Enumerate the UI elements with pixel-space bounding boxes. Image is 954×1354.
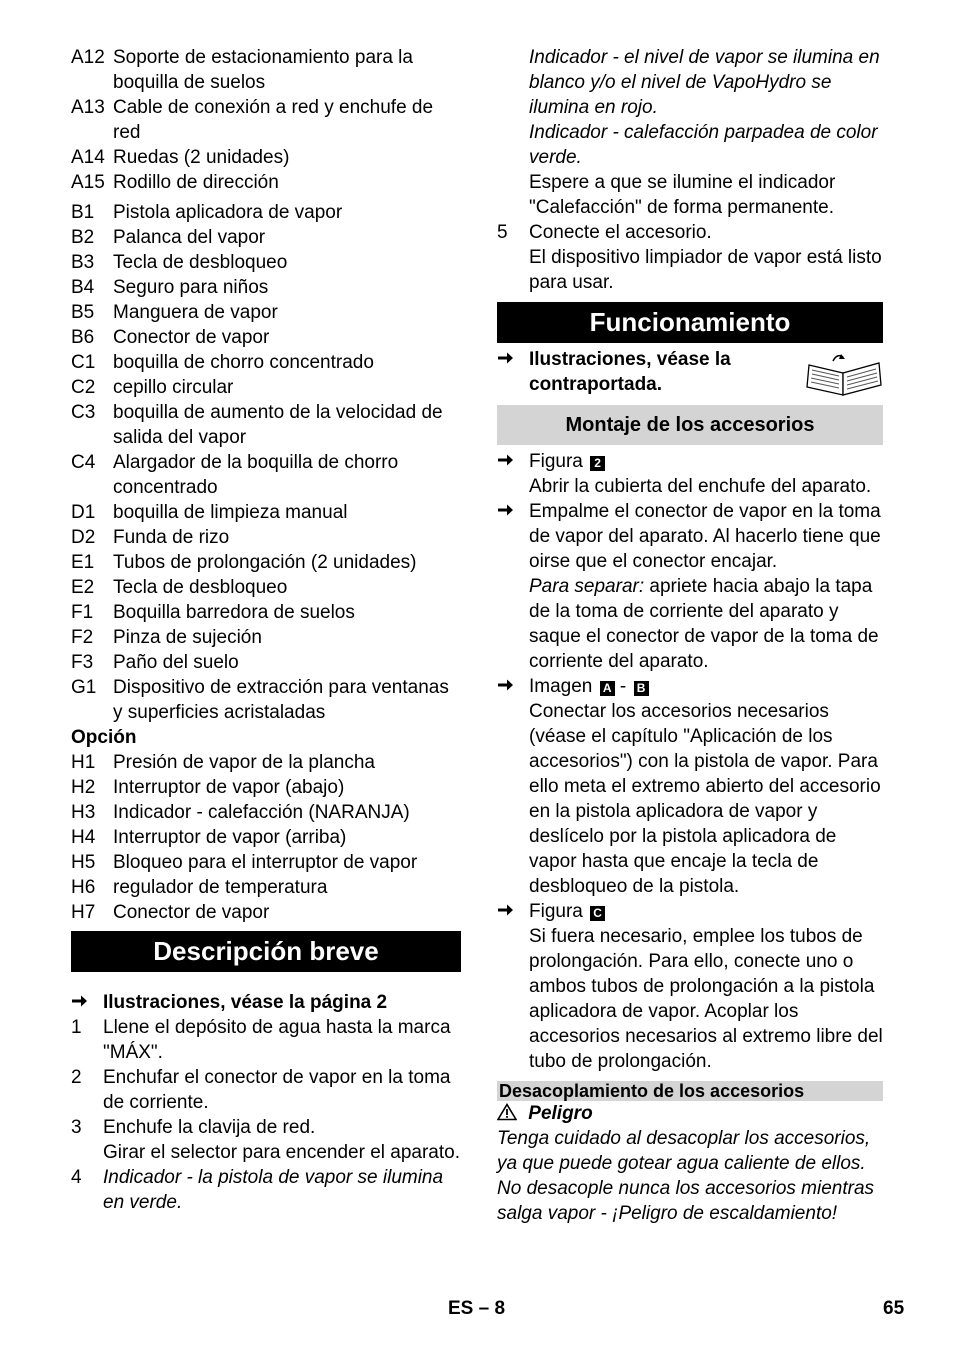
step-number: 2 — [71, 1067, 82, 1088]
item-text: Alargador de la boquilla de chorro concentrado — [113, 452, 399, 498]
separate-text: apriete hacia abajo la tapa de la toma de corriente del aparato y saque el conector de vapor de la toma de corriente del aparato. — [529, 576, 879, 672]
parts-list-item — [71, 775, 461, 800]
subheading-mount: Montaje de los accesorios — [497, 405, 883, 445]
step-text: Girar el selector para encender el aparato. — [103, 1142, 460, 1163]
item-text: Pistola aplicadora de vapor — [113, 202, 343, 223]
right-column — [497, 45, 883, 1226]
parts-list-item — [71, 625, 461, 650]
brief-step-3 — [71, 1115, 461, 1165]
item-code: A12 — [71, 47, 105, 68]
item-text: Tecla de desbloqueo — [113, 577, 288, 598]
item-text: Tecla de desbloqueo — [113, 252, 288, 273]
item-code: C1 — [71, 352, 96, 373]
item-text: Manguera de vapor — [113, 302, 278, 323]
figure-c-text: Si fuera necesario, emplee los tubos de prolongación. Para ello, conecte uno o ambos tubos de prolongación a la pistola aplicadora de vapor. Acoplar los accesorios necesarios al extremo libre del tubo de prolongación. — [529, 926, 883, 1072]
step-text: Llene el depósito de agua hasta la marca "MÁX". — [103, 1017, 451, 1063]
item-text: Indicador - calefacción (NARANJA) — [113, 802, 410, 823]
parts-list-item — [71, 575, 461, 600]
item-code: C3 — [71, 402, 96, 423]
operation-reference — [497, 347, 883, 397]
parts-list-item — [71, 850, 461, 875]
item-text: Cable de conexión a red y enchufe de red — [113, 97, 434, 143]
step-4-indicator-level: Indicador - el nivel de vapor se ilumina en blanco y/o el nivel de VapoHydro se ilumina en rojo. — [529, 47, 880, 118]
item-code: F1 — [71, 602, 94, 623]
image-label: Imagen — [529, 676, 593, 697]
open-book-icon — [803, 351, 883, 403]
step-text: Indicador - la pistola de vapor se ilumina en verde. — [103, 1167, 444, 1213]
parts-list-item — [71, 550, 461, 575]
image-ab-text: Conectar los accesorios necesarios (véase el capítulo "Aplicación de los accesorios") con la pistola de vapor. Para ello meta el extremo abierto del accesorio en la pistola aplicadora de vapor y deslícelo por la pistola aplicadora de vapor hasta que encaje la tecla de desbloqueo de la pistola. — [529, 701, 881, 897]
brief-step-4 — [71, 1165, 461, 1215]
item-code: B3 — [71, 252, 95, 273]
subheading-uncouple: Desacoplamiento de los accesorios — [497, 1081, 883, 1101]
item-text: Paño del suelo — [113, 652, 239, 673]
footer-lang-page: ES – 8 — [448, 1298, 506, 1319]
step-text: Conecte el accesorio. — [529, 222, 712, 243]
danger-text: Tenga cuidado al desacoplar los accesorios, ya que puede gotear agua caliente de ellos. No desacople nunca los accesorios mientras salga vapor - ¡Peligro de escaldamiento! — [497, 1128, 875, 1224]
item-code: H2 — [71, 777, 96, 798]
item-code: D2 — [71, 527, 96, 548]
brief-step-2 — [71, 1065, 461, 1115]
arrow-right-icon — [497, 674, 529, 899]
figure-badge-a: A — [600, 681, 615, 696]
item-code: B5 — [71, 302, 95, 323]
arrow-right-icon — [497, 449, 529, 499]
item-code: H1 — [71, 752, 96, 773]
step-text: Enchufar el conector de vapor en la toma de corriente. — [103, 1067, 451, 1113]
step-4-indicator-heating: Indicador - calefacción parpadea de color verde. — [529, 122, 878, 168]
connect-text: Empalme el conector de vapor en la toma de vapor del aparato. Al hacerlo tiene que oirse que el conector encajar. — [529, 501, 881, 572]
item-code: H6 — [71, 877, 96, 898]
item-text: Funda de rizo — [113, 527, 230, 548]
parts-list-item — [71, 350, 461, 375]
parts-list-item — [71, 250, 461, 275]
parts-list-item — [71, 95, 461, 145]
danger-label: Peligro — [528, 1103, 593, 1124]
item-code: D1 — [71, 502, 96, 523]
parts-list-item — [71, 145, 461, 170]
item-code: H7 — [71, 902, 96, 923]
arrow-right-icon — [71, 990, 103, 1015]
arrow-right-icon — [497, 899, 529, 1074]
item-code: C4 — [71, 452, 96, 473]
item-text: Conector de vapor — [113, 327, 270, 348]
item-text: Conector de vapor — [113, 902, 270, 923]
parts-list-item — [71, 800, 461, 825]
item-text: Presión de vapor de la plancha — [113, 752, 375, 773]
item-code: A14 — [71, 147, 105, 168]
item-text: Interruptor de vapor (arriba) — [113, 827, 347, 848]
item-code: F2 — [71, 627, 94, 648]
option-list — [71, 750, 461, 925]
brief-reference — [71, 990, 461, 1015]
parts-list-item — [71, 170, 461, 195]
item-code: B2 — [71, 227, 95, 248]
parts-list-item — [71, 675, 461, 725]
brief-ref-text: Ilustraciones, véase la página 2 — [103, 992, 388, 1013]
step-number: 4 — [71, 1167, 82, 1188]
page-number: 65 — [883, 1298, 905, 1319]
item-code: E1 — [71, 552, 95, 573]
item-code: B4 — [71, 277, 95, 298]
parts-list-item — [71, 875, 461, 900]
item-text: Seguro para niños — [113, 277, 269, 298]
parts-list-item — [71, 400, 461, 450]
parts-list-item — [71, 600, 461, 625]
item-text: regulador de temperatura — [113, 877, 328, 898]
item-text: Tubos de prolongación (2 unidades) — [113, 552, 417, 573]
brief-step-5 — [497, 220, 883, 295]
step-number: 1 — [71, 1017, 82, 1038]
parts-list-item — [71, 225, 461, 250]
parts-list-item — [71, 650, 461, 675]
section-heading-operation: Funcionamiento — [497, 302, 883, 343]
parts-list — [71, 45, 461, 725]
operation-ref-text: Ilustraciones, véase la contraportada. — [529, 349, 731, 395]
item-code: F3 — [71, 652, 94, 673]
figure-2-step — [497, 449, 883, 499]
parts-list-item — [71, 525, 461, 550]
parts-list-item — [71, 45, 461, 95]
step-text: Enchufe la clavija de red. — [103, 1117, 316, 1138]
item-text: Boquilla barredora de suelos — [113, 602, 355, 623]
parts-list-item — [71, 300, 461, 325]
item-code: A13 — [71, 97, 105, 118]
item-code: E2 — [71, 577, 95, 598]
step-text: El dispositivo limpiador de vapor está listo para usar. — [529, 247, 882, 293]
item-code: B1 — [71, 202, 95, 223]
separate-label: Para separar: — [529, 576, 645, 597]
parts-list-item — [71, 900, 461, 925]
section-heading-brief: Descripción breve — [71, 931, 461, 972]
parts-list-item — [71, 825, 461, 850]
arrow-right-icon — [497, 347, 529, 397]
item-text: boquilla de chorro concentrado — [113, 352, 374, 373]
parts-list-item — [71, 200, 461, 225]
item-code: H3 — [71, 802, 96, 823]
parts-list-item — [71, 750, 461, 775]
item-text: Dispositivo de extracción para ventanas y superficies acristaladas — [113, 677, 449, 723]
parts-list-item — [71, 375, 461, 400]
item-text: cepillo circular — [113, 377, 234, 398]
warning-triangle-icon — [497, 1103, 517, 1124]
item-code: G1 — [71, 677, 97, 698]
parts-list-item — [71, 325, 461, 350]
figure-c-step — [497, 899, 883, 1074]
figure-label: Figura — [529, 451, 583, 472]
step-4-wait: Espere a que se ilumine el indicador "Calefacción" de forma permanente. — [529, 172, 836, 218]
brief-step-1 — [71, 1015, 461, 1065]
danger-heading — [497, 1101, 883, 1126]
item-code: H5 — [71, 852, 96, 873]
arrow-right-icon — [497, 499, 529, 674]
connect-step — [497, 499, 883, 674]
figure-badge-c: C — [590, 906, 605, 921]
item-code: A15 — [71, 172, 105, 193]
item-text: Rodillo de dirección — [113, 172, 279, 193]
parts-list-item — [71, 275, 461, 300]
figure-badge-2: 2 — [590, 456, 605, 471]
left-column — [71, 45, 461, 1215]
step-number: 3 — [71, 1117, 82, 1138]
item-text: Bloqueo para el interruptor de vapor — [113, 852, 418, 873]
parts-list-item — [71, 450, 461, 500]
item-code: H4 — [71, 827, 96, 848]
item-text: Soporte de estacionamiento para la boquilla de suelos — [113, 47, 413, 93]
item-text: Palanca del vapor — [113, 227, 266, 248]
step-number: 5 — [497, 222, 508, 243]
option-label: Opción — [71, 727, 137, 748]
item-text: Ruedas (2 unidades) — [113, 147, 290, 168]
item-text: Pinza de sujeción — [113, 627, 262, 648]
item-text: boquilla de aumento de la velocidad de salida del vapor — [113, 402, 443, 448]
parts-list-item — [71, 500, 461, 525]
item-code: B6 — [71, 327, 95, 348]
item-code: C2 — [71, 377, 96, 398]
figure-2-text: Abrir la cubierta del enchufe del aparato. — [529, 476, 872, 497]
item-text: Interruptor de vapor (abajo) — [113, 777, 345, 798]
item-text: boquilla de limpieza manual — [113, 502, 348, 523]
figure-label: Figura — [529, 901, 583, 922]
image-ab-step: Imagen A - B Conectar los accesorios necesarios (véase el capítulo "Aplicación de los accesorios") con la pistola de vapor. Para ello meta el extremo abierto del accesorio en la pistola aplicadora de vapor y deslícelo por la pistola aplicadora de vapor hasta que encaje la tecla de desbloqueo de la pistola. — [497, 674, 883, 899]
figure-badge-b: B — [634, 681, 649, 696]
